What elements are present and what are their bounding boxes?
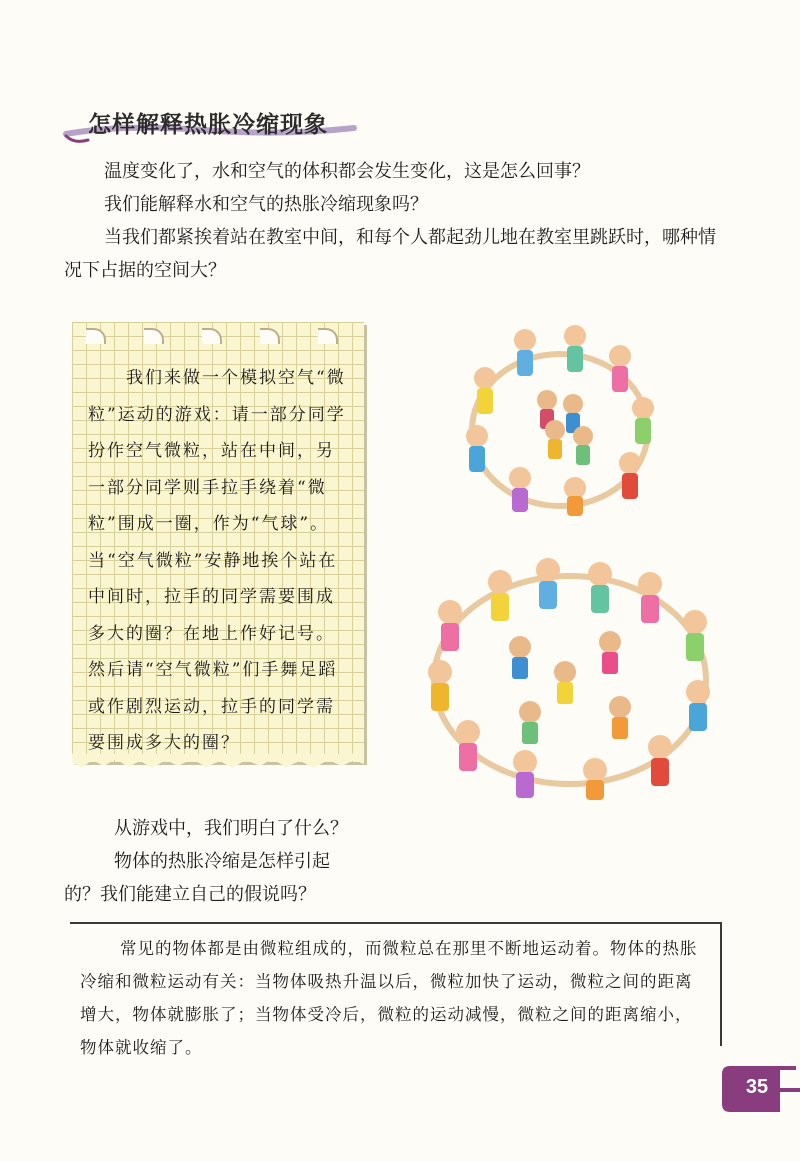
summary-text: 常见的物体都是由微粒组成的，而微粒总在那里不断地运动着。物体的热胀冷缩和微粒运动有关：当物体吸热升温以后，微粒加快了运动，微粒之间的距离增大，物体就膨胀了；当物体受冷后，微粒的运动减慢，微粒之间的距离缩小，物体就收缩了。 (80, 939, 698, 1057)
children-moving-illustration (420, 552, 720, 802)
page-number-tab (720, 1064, 800, 1118)
binder-hole (86, 328, 106, 344)
section-heading (62, 100, 362, 150)
binder-hole (318, 328, 338, 344)
binder-hole (260, 328, 280, 344)
binder-hole (202, 328, 222, 344)
center-children-jumping (509, 631, 631, 744)
binder-hole (144, 328, 164, 344)
summary-box (70, 922, 722, 1057)
children-standing-close-illustration (455, 318, 665, 518)
page-number: 35 (745, 1076, 769, 1098)
intro-paragraph-2: 我们能解释水和空气的热胀冷缩现象吗？ (104, 194, 428, 215)
reflection-question-1: 从游戏中，我们明白了什么？ (114, 818, 348, 839)
activity-note-card (72, 322, 364, 762)
intro-paragraph-1: 温度变化了，水和空气的体积都会发生变化，这是怎么回事？ (104, 161, 590, 182)
torn-edge (72, 754, 364, 770)
intro-paragraph-3: 当我们都紧挨着站在教室中间，和每个人都起劲儿地在教室里跳跃时，哪种情况下占据的空间大？ (64, 227, 716, 281)
reflection-question-2: 物体的热胀冷缩是怎样引起的？我们能建立自己的假说吗？ (64, 851, 330, 905)
center-children (537, 390, 593, 465)
page-title: 怎样解释热胀冷缩现象 (88, 112, 328, 138)
activity-instructions: 我们来做一个模拟空气“微粒”运动的游戏：请一部分同学扮作空气微粒，站在中间，另一部分同学则手拉手绕着“微粒”围成一圈，作为“气球”。当“空气微粒”安静地挨个站在中间时，拉手的同学需要围成多大的圈？在地上作好记号。然后请“空气微粒”们手舞足蹈或作剧烈运动，拉手的同学需要围成多大的圈？ (88, 368, 346, 753)
